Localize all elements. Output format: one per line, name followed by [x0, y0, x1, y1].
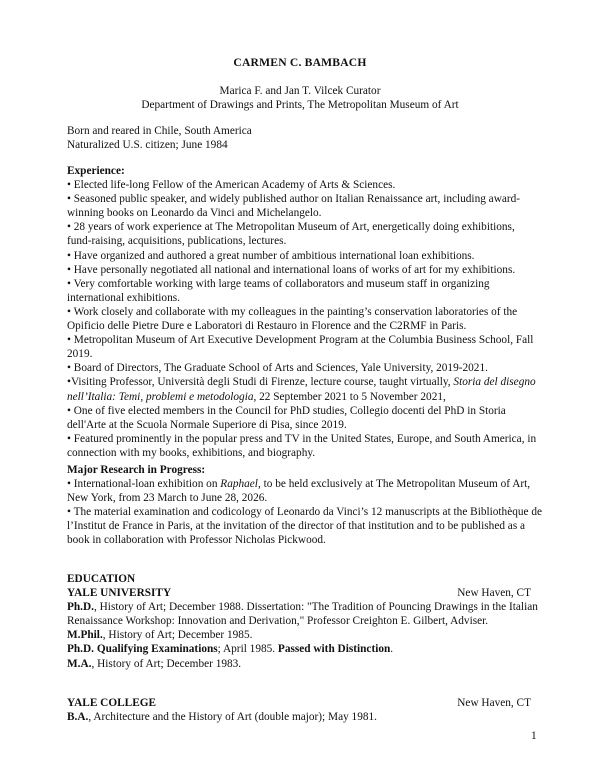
degree-label: B.A. [67, 711, 89, 724]
experience-item: • Work closely and collaborate with my colleagues in the painting’s conservation laboratories of the Opificio delle Pietre Dure e Laboratori di Restauro in Florence and the C2RMF in Paris. [67, 305, 518, 333]
degree-label: M.A. [67, 657, 92, 670]
education-section [67, 572, 542, 671]
experience-item: • Featured prominently in the popular press and TV in the United States, Europe, and South America, in connection with my books, exhibitions, and biography. [67, 432, 537, 459]
visiting-text: •Visiting Professor, Università degli Studi di Firenze, lecture course, taught virtually, [67, 376, 454, 389]
degree-phd [67, 600, 542, 628]
institution-name: YALE UNIVERSITY [67, 587, 172, 600]
experience-item: • Have organized and authored a great number of ambitious international loan exhibitions. [67, 249, 475, 262]
experience-item: • Seasoned public speaker, and widely published author on Italian Renaissance art, including award-winning books on Leonardo da Vinci and Michelangelo. [67, 193, 521, 220]
degree-label: Ph.D. [67, 601, 94, 614]
degree-ma [67, 657, 542, 671]
college-section [67, 696, 542, 724]
header-block [0, 84, 600, 112]
visiting-dates: , 22 September 2021 to 5 November 2021, [253, 390, 446, 403]
education-heading: EDUCATION [67, 573, 136, 585]
department: Department of Drawings and Prints, The Metropolitan Museum of Art [141, 99, 459, 112]
institution-name: YALE COLLEGE [67, 697, 157, 709]
degree-text: , History of Art; December 1985. [102, 629, 253, 642]
experience-item: • Board of Directors, The Graduate School of Arts and Sciences, Yale University, 2019-2021. [67, 362, 488, 375]
author-name: CARMEN C. BAMBACH [233, 56, 367, 69]
experience-item: • Elected life-long Fellow of the American Academy of Arts & Sciences. [67, 179, 396, 192]
curator-title: Marica F. and Jan T. Vilcek Curator [219, 85, 381, 97]
degree-text: ; April 1985. [217, 643, 278, 656]
institution-location: New Haven, CT [457, 587, 531, 600]
degree-label: M.Phil. [67, 629, 103, 642]
research-item: • The material examination and codicology of Leonardo da Vinci’s 12 manuscripts at the Bibliothèque de l’Institut de France in Paris, at the invitation of the director of that institution and to be published as a book in collaboration with Professor Nicholas Pickwood. [67, 506, 543, 547]
distinction: Passed with Distinction [277, 643, 391, 656]
degree-text: , Architecture and the History of Art (double major); May 1981. [88, 711, 377, 724]
qualifying-exams [67, 642, 542, 656]
experience-item: • Have personally negotiated all national and international loans of works of art for my exhibitions. [67, 263, 516, 276]
institution-row [67, 586, 542, 600]
research-text: • International-loan exhibition on [67, 478, 221, 491]
research-text: , to be held exclusively at The Metropolitan Museum of Art, New York, from 23 March to June 28, 2026. [67, 478, 531, 505]
degree-label: Ph.D. Qualifying Examinations [67, 643, 218, 656]
punctuation: . [390, 643, 394, 656]
research-section [67, 463, 542, 548]
degree-ba [67, 710, 542, 724]
page-number: 1 [531, 730, 537, 742]
degree-text: , History of Art; December 1988. Dissertation: "The Tradition of Pouncing Drawings in the Italian Renaissance Workshop: Innovation and Derivation," Professor Creighton E. Gilbert, Adviser. [67, 601, 538, 628]
research-item [67, 477, 542, 505]
institution-row [67, 696, 542, 710]
experience-item: • One of five elected members in the Council for PhD studies, Collegio docenti del PhD in Storia dell'Arte at the Scuola Normale Superiore di Pisa, since 2019. [67, 404, 506, 431]
experience-item: • Very comfortable working with large teams of collaborators and museum staff in organizing international exhibitions. [67, 277, 490, 304]
institution-location: New Haven, CT [457, 697, 531, 709]
experience-item: • 28 years of work experience at The Metropolitan Museum of Art, energetically doing exhibitions, fund-raising, acquisitions, publications, lectures. [67, 221, 515, 248]
course-title: Storia del disegno nell’Italia: Temi, problemi e metodologia [67, 376, 536, 403]
degree-text: , History of Art; December 1983. [91, 657, 242, 670]
experience-item-visiting [67, 375, 542, 403]
experience-section [67, 164, 542, 460]
exhibition-title: Raphael [220, 478, 258, 491]
degree-mphil [67, 628, 542, 642]
research-heading: Major Research in Progress: [67, 464, 206, 476]
citizenship: Naturalized U.S. citizen; June 1984 [67, 139, 228, 152]
experience-heading: Experience: [67, 165, 125, 177]
personal-info [67, 124, 542, 152]
experience-item: • Metropolitan Museum of Art Executive Development Program at the Columbia Business School, Fall 2019. [67, 334, 534, 361]
birthplace: Born and reared in Chile, South America [67, 125, 252, 137]
